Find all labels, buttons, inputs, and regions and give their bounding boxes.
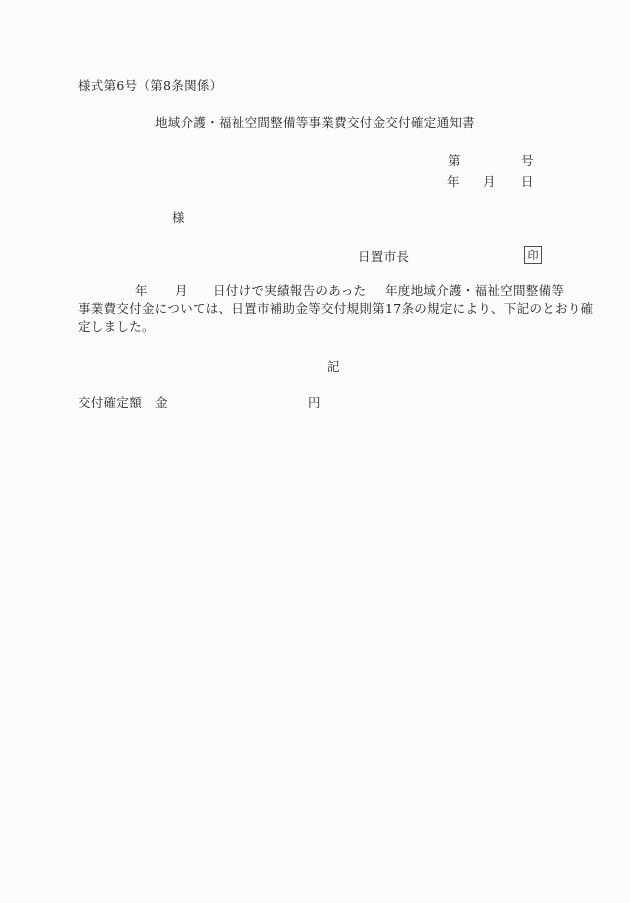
doc-number-prefix: 第 bbox=[448, 153, 461, 168]
body-blank-year-label: 年 bbox=[135, 283, 148, 298]
date-year-label: 年 bbox=[447, 174, 460, 189]
seal-label: 印 bbox=[527, 248, 539, 262]
document-title: 地域介護・福祉空間整備等事業費交付金交付確定通知書 bbox=[154, 115, 475, 130]
date-day-label: 日 bbox=[521, 174, 534, 189]
body-blank-month-label: 月 bbox=[175, 283, 188, 298]
section-marker: 記 bbox=[327, 359, 340, 374]
date-month-label: 月 bbox=[483, 174, 496, 189]
amount-label: 交付確定額 bbox=[78, 395, 143, 410]
amount-currency-suffix: 円 bbox=[308, 395, 321, 410]
body-day-phrase: 日付けで実績報告のあった bbox=[213, 283, 367, 298]
form-number-label: 様式第6号（第8条関係） bbox=[78, 78, 223, 93]
amount-currency-prefix: 金 bbox=[155, 395, 168, 410]
body-fiscal-year-phrase: 年度地域介護・福祉空間整備等 bbox=[385, 283, 565, 298]
addressee-honorific: 様 bbox=[172, 210, 185, 225]
sender-title: 日置市長 bbox=[358, 249, 410, 264]
body-line-2: 事業費交付金については、日置市補助金等交付規則第17条の規定により、下記のとおり確 bbox=[78, 301, 594, 316]
doc-number-suffix: 号 bbox=[521, 153, 534, 168]
body-line-3: 定しました。 bbox=[78, 319, 155, 334]
official-seal-box bbox=[524, 246, 542, 264]
